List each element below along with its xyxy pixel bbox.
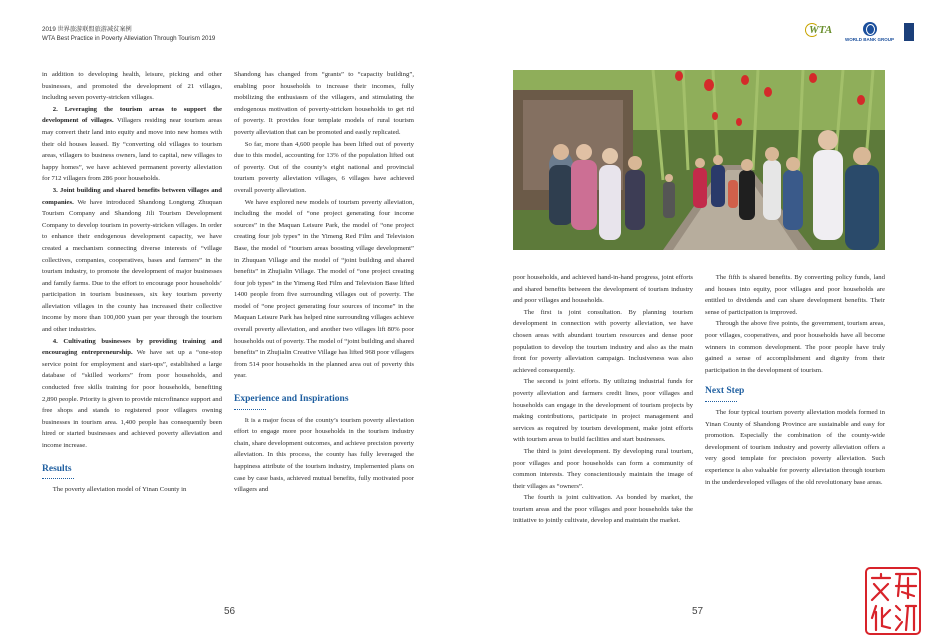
paragraph: The poverty alleviation model of Yinan County in: [52, 486, 187, 494]
paragraph: It is a major focus of the county’s tourism poverty alleviation effort to engage more poor households in the tourism industry chain, share development outcomes, and achieve precision poverty alleviation. In this process, the county has fully leveraged the happiness attribute of the tourism industry, implemented plans on case by case basis, achieved mutual benefits, fully motivated poor villagers and: [234, 416, 414, 494]
paragraph: [42, 336, 222, 452]
paragraph: The second is joint efforts. By utilizing industrial funds for poverty alleviation and farmers credit lines, poor villages and households can engage in the development of tourism projects by making contributions, participate in project management and services as required by tourism development, make joint efforts with tourism areas to build facilities and start businesses.: [513, 378, 693, 444]
paragraph-body: We have set up a “one-stop service point for employment and start-ups”, established a large database of “skilled workers” from poor households, and conducted free skills training for poor households, benefiting 2,890 people. Priority is given to provide microfinance support and free shops and stands to registered poor villagers owning businesses in tourism area. 1,400 people has consequently been hired or started businesses and achieved poverty alleviation and income increase.: [42, 349, 222, 449]
page-number-right: 57: [692, 606, 704, 617]
world-bank-logo-text: WORLD BANK GROUP: [845, 37, 894, 42]
left-column-2: [234, 69, 414, 496]
paragraph: The third is joint development. By developing rural tourism, poor villages and poor households can form a community of common interests. They conscientiously maintain the image of their villages as “owners”.: [513, 447, 693, 490]
cicete-logo: [904, 23, 914, 41]
right-column-2: [705, 272, 885, 488]
crowd-photo-illustration: [513, 70, 885, 250]
results-heading: Results: [42, 464, 222, 479]
paragraph: The fourth is joint cultivation. As bonded by market, the tourism areas and the poor villages and poor households take the initiative to jointly cultivate, develop and maintain the market.: [513, 494, 693, 525]
sponsor-logos: [805, 22, 914, 42]
paragraph-body: We have introduced Shandong Longteng Zhuquan Tourism Company and Shandong Jili Tourism Development Company to develop tourism in poverty-stricken villages. In order to enhance their endogenous development capacity, we have created a mechanism connecting diverse interests of “village collectives, companies, cooperatives, bases and farmers” in the tourism industry, to promote the development of major businesses and family farms. Due to the effort to encourage poor households’ participation in tourism businesses, six key tourism poverty alleviation villages in the county has increased their collective income by more than 100,000 yuan per year through the tourism and other industries.: [42, 198, 222, 334]
paragraph-lead: 3. Joint building and shared benefits between villages and companies.: [42, 186, 222, 206]
next-step-heading: Next Step: [705, 386, 885, 401]
header-chinese-title: 2019 世界旅游联盟旅游减贫案例: [42, 26, 132, 33]
page-number-left: 56: [224, 606, 236, 617]
header-english-title: WTA Best Practice in Poverty Alleviation Through Tourism 2019: [42, 35, 216, 42]
paragraph: The fifth is shared benefits. By converting policy funds, land and houses into equity, poor villages and poor households are entitled to dividends and can share development benefits. Their sense of participation is improved.: [705, 274, 885, 316]
paragraph-lead: 4. Cultivating businesses by providing training and encouraging entrepreneurship.: [42, 337, 222, 357]
seal-graphic: [864, 566, 922, 636]
paragraph: poor households, and achieved hand-in-hand progress, joint efforts and shared benefits between the development of tourism industry and poor villages and households.: [513, 274, 693, 305]
left-column-1: [42, 69, 222, 496]
running-header: [42, 25, 215, 43]
paragraph: The four typical tourism poverty alleviation models formed in Yinan County of Shandong Province are sustainable and easy for promotion. Especially the combination of the county-wide development of tourism industry and poverty alleviation offers a very good template for precision poverty alleviation. Such experience is also valuable for poverty alleviation through tourism in the underdeveloped villages of the old revolutionary base areas.: [705, 408, 885, 486]
paragraph: in addition to developing health, leisure, picking and other businesses, and promoted the development of 21 villages, including seven poverty-stricken villages.: [42, 71, 222, 102]
paragraph: So far, more than 4,600 people has been lifted out of poverty due to this model, accounting for 13% of the population lifted out of poverty. Out of the county’s eight national and provincial tourism poverty alleviation villages, 6 villages have achieved overall poverty alleviation.: [234, 140, 414, 194]
paragraph: [42, 104, 222, 185]
paragraph: Shandong has changed from “grants” to “capacity building”, enabling poor households to increase their incomes, fully mobilizing the enthusiasm of the villagers, and stimulating the endogenous motivation of poverty-stricken households to get rid of poverty. It provides four template models of rural tourism poverty alleviation that can be promoted and easily replicated.: [234, 71, 414, 136]
experience-heading: Experience and Inspirations: [234, 394, 414, 409]
tourists-photo: [513, 70, 885, 250]
paragraph-lead: 2. Leveraging the tourism areas to support the development of villages.: [42, 105, 222, 125]
paragraph-body: Villagers residing near tourism areas may convert their land into equity and move into new homes with their old houses leased. By “converting old villages to tourism areas, villagers to business owners, land to capital, new villages to happy homes”, we have achieved permanent poverty alleviation for 712 villagers from 286 poor households.: [42, 117, 222, 183]
right-column-1: [513, 272, 693, 527]
world-bank-group-logo: [845, 22, 894, 42]
paragraph: Through the above five points, the government, tourism areas, poor villages, cooperatives, and poor households have all become winners in common development. The poor people have truly gained a sense of accomplishment and dignity from their participation in the development of tourism.: [705, 320, 885, 374]
paragraph: [42, 185, 222, 336]
paragraph: The first is joint consultation. By planning tourism development in connection with poverty alleviation, we have chosen areas with abundant tourism resources and dense poor population to develop the tourism industry and also as the main front for poverty alleviation campaign. Inclusiveness was also achieved consequently.: [513, 308, 693, 374]
wta-logo: WTA: [805, 22, 835, 42]
paragraph: We have explored new models of tourism poverty alleviation, including the model of “one project generating four income sources” in the Maquan Leisure Park, the model of “one project creating four job types” in the Yimeng Red Film and Television Base, the model of “tourism areas boosting village development” in Zhuquan Village and the model of “joint building and shared benefits” in Zhujialin Village. The model of “one project creating four job types” in the Yimeng Red Film and Television Base lifted 1400 people from five surrounding villages out of poverty. The model of “one project generating four sources of income” in the Maquan Leisure Park has helped nine surrounding villages achieve overall poverty alleviation, and another two villages lift 80% poor households out of poverty. The model of “joint building and shared benefits” in Zhujialin Creative Village has lifted 968 poor villagers from 514 poor households in the planned area out of poverty this year.: [234, 198, 414, 380]
red-seal-stamp: [864, 566, 922, 636]
